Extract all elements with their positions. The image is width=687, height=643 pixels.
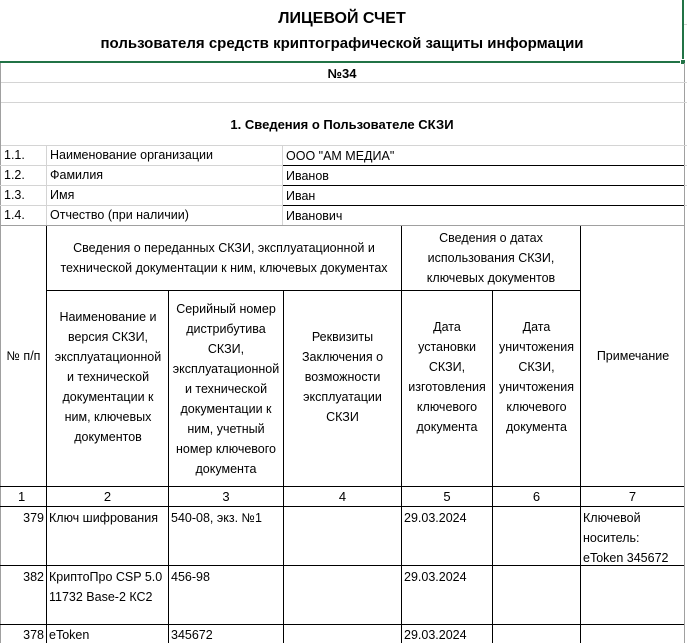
row-num[interactable]: 382 xyxy=(23,570,44,584)
row-serial[interactable]: 540-08, экз. №1 xyxy=(171,511,262,525)
column-number: 4 xyxy=(338,489,347,504)
user-info-label: Фамилия xyxy=(50,168,104,182)
row-name[interactable]: Ключ шифрования xyxy=(49,511,158,525)
row-name[interactable]: eToken xyxy=(49,628,90,642)
user-info-num: 1.1. xyxy=(4,148,25,162)
user-info-num: 1.3. xyxy=(4,188,25,202)
user-info-value[interactable]: Иван xyxy=(286,189,316,203)
column-number: 2 xyxy=(103,489,112,504)
column-header-name: Наименование и версия СКЗИ, эксплуатационной и технической документации к ним, ключевых документов xyxy=(54,309,162,444)
table-row xyxy=(0,566,684,624)
column-number: 1 xyxy=(18,489,26,504)
user-info-num: 1.2. xyxy=(4,168,25,182)
row-install-date[interactable]: 29.03.2024 xyxy=(404,511,467,525)
column-number: 3 xyxy=(222,489,230,504)
user-info-value[interactable]: ООО "АМ МЕДИА" xyxy=(286,149,395,163)
account-number: №34 xyxy=(327,65,357,81)
user-info-label: Имя xyxy=(50,188,75,202)
page-subtitle: пользователя средств криптографической защиты информации xyxy=(100,34,584,52)
row-note[interactable]: Ключевой носитель: eToken 345672 xyxy=(583,511,669,565)
row-num[interactable]: 379 xyxy=(23,511,44,525)
row-install-date[interactable]: 29.03.2024 xyxy=(404,570,467,584)
column-header-conclusion: Реквизиты Заключения о возможности эксплуатации СКЗИ xyxy=(301,329,384,424)
user-info-label: Наименование организации xyxy=(50,148,213,162)
column-header-install-date: Дата установки СКЗИ, изготовления ключевого документа xyxy=(408,319,486,434)
column-number-row xyxy=(0,487,684,506)
title-cell[interactable] xyxy=(0,0,684,63)
user-info-value[interactable]: Иванов xyxy=(286,169,329,183)
column-header-num: № п/п xyxy=(6,349,41,363)
section-heading: 1. Сведения о Пользователе СКЗИ xyxy=(230,116,454,132)
column-number: 7 xyxy=(628,489,637,504)
group-header-dates: Сведения о датах использования СКЗИ, ключевых документов xyxy=(426,231,556,285)
row-name[interactable]: КриптоПро CSP 5.0 11732 Base-2 КС2 xyxy=(49,570,163,604)
user-info-value[interactable]: Иванович xyxy=(286,209,343,223)
column-number: 5 xyxy=(443,489,451,504)
page-title: ЛИЦЕВОЙ СЧЕТ xyxy=(278,10,406,27)
user-info-num: 1.4. xyxy=(4,208,25,222)
column-header-note: Примечание xyxy=(596,349,670,363)
row-num[interactable]: 378 xyxy=(23,628,44,642)
row-serial[interactable]: 456-98 xyxy=(171,570,210,584)
row-serial[interactable]: 345672 xyxy=(171,628,213,642)
group-header-transferred: Сведения о переданных СКЗИ, эксплуатационной и технической документации к ним, ключевых документах xyxy=(60,241,388,275)
column-number: 6 xyxy=(532,489,541,504)
table-row xyxy=(0,625,684,643)
column-header-destroy-date: Дата уничтожения СКЗИ, уничтожения ключевого документа xyxy=(498,319,574,434)
row-install-date[interactable]: 29.03.2024 xyxy=(404,628,467,642)
table-row xyxy=(0,507,684,565)
column-header-serial: Серийный номер дистрибутива СКЗИ, эксплуатационной и технической документации к ним, учетный номер ключевого документа xyxy=(172,301,280,476)
user-info-label: Отчество (при наличии) xyxy=(50,208,189,222)
